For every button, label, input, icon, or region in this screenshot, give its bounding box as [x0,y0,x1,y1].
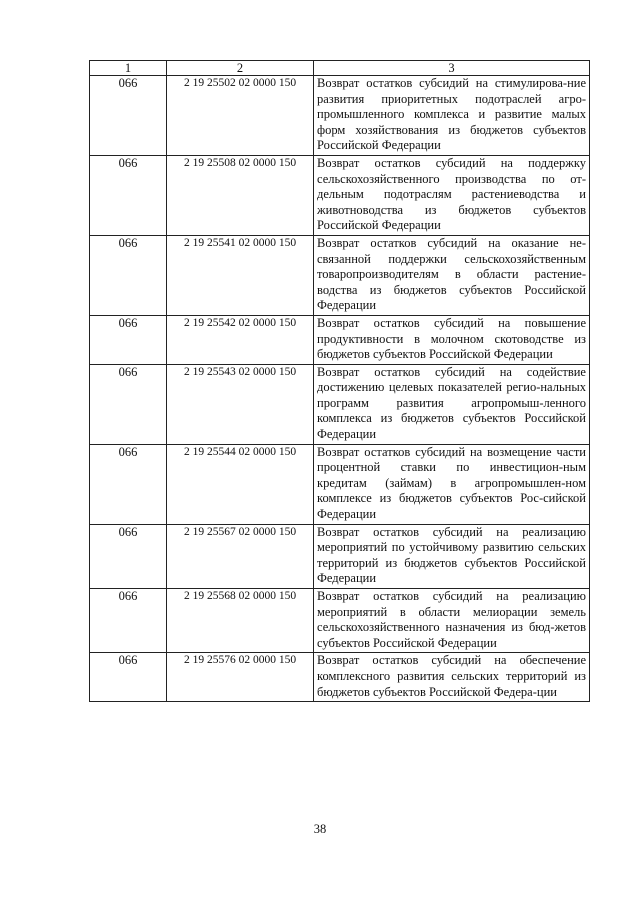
income-description: Возврат остатков субсидий на возмещение части процентной ставки по инвестицион-ным кредитам (займам) в агропромышлен-ном комплексе из бюджетов субъектов Рос-сийской Федерации [314,444,590,524]
income-description: Возврат остатков субсидий на повышение продуктивности в молочном скотоводстве из бюджетов субъектов Российской Федерации [314,315,590,364]
income-description: Возврат остатков субсидий на поддержку сельскохозяйственного производства по от-дельным подотраслям растениеводства и животноводства из бюджетов субъектов Российской Федерации [314,155,590,235]
table-row [90,76,590,156]
budget-classification-code: 2 19 25508 02 0000 150 [167,155,314,235]
budget-classification-code: 2 19 25544 02 0000 150 [167,444,314,524]
income-description: Возврат остатков субсидий на содействие достижению целевых показателей регио-нальных программ развития агропромыш-ленного комплекса из бюджетов субъектов Российской Федерации [314,364,590,444]
budget-codes-table [89,60,590,702]
admin-code: 066 [90,76,167,156]
budget-classification-code: 2 19 25543 02 0000 150 [167,364,314,444]
table-row [90,155,590,235]
table-row [90,364,590,444]
admin-code: 066 [90,589,167,653]
income-description: Возврат остатков субсидий на реализацию мероприятий по устойчивому развитию сельских территорий из бюджетов субъектов Российской Федерации [314,524,590,588]
header-col-3: 3 [314,61,590,76]
budget-classification-code: 2 19 25541 02 0000 150 [167,235,314,315]
admin-code: 066 [90,235,167,315]
admin-code: 066 [90,315,167,364]
table-row [90,235,590,315]
table-row [90,524,590,588]
budget-classification-code: 2 19 25568 02 0000 150 [167,589,314,653]
admin-code: 066 [90,364,167,444]
header-row [90,61,590,76]
admin-code: 066 [90,444,167,524]
income-description: Возврат остатков субсидий на обеспечение комплексного развития сельских территорий из бюджетов субъектов Российской Федера-ции [314,653,590,702]
budget-classification-code: 2 19 25502 02 0000 150 [167,76,314,156]
income-description: Возврат остатков субсидий на оказание не-связанной поддержки сельскохозяйственным товаропроизводителям в области растение-водства из бюджетов субъектов Российской Федерации [314,235,590,315]
table-row [90,444,590,524]
income-description: Возврат остатков субсидий на стимулирова-ние развития приоритетных подотраслей агро-промышленного комплекса и развитие малых форм хозяйствования из бюджетов субъектов Российской Федерации [314,76,590,156]
table-row [90,315,590,364]
budget-classification-code: 2 19 25542 02 0000 150 [167,315,314,364]
admin-code: 066 [90,155,167,235]
budget-classification-code: 2 19 25567 02 0000 150 [167,524,314,588]
budget-classification-code: 2 19 25576 02 0000 150 [167,653,314,702]
table-row [90,589,590,653]
table-row [90,653,590,702]
header-col-1: 1 [90,61,167,76]
page-number: 38 [313,822,327,836]
income-description: Возврат остатков субсидий на реализацию мероприятий в области мелиорации земель сельскохозяйственного назначения из бюд-жетов субъектов Российской Федерации [314,589,590,653]
admin-code: 066 [90,653,167,702]
header-col-2: 2 [167,61,314,76]
admin-code: 066 [90,524,167,588]
